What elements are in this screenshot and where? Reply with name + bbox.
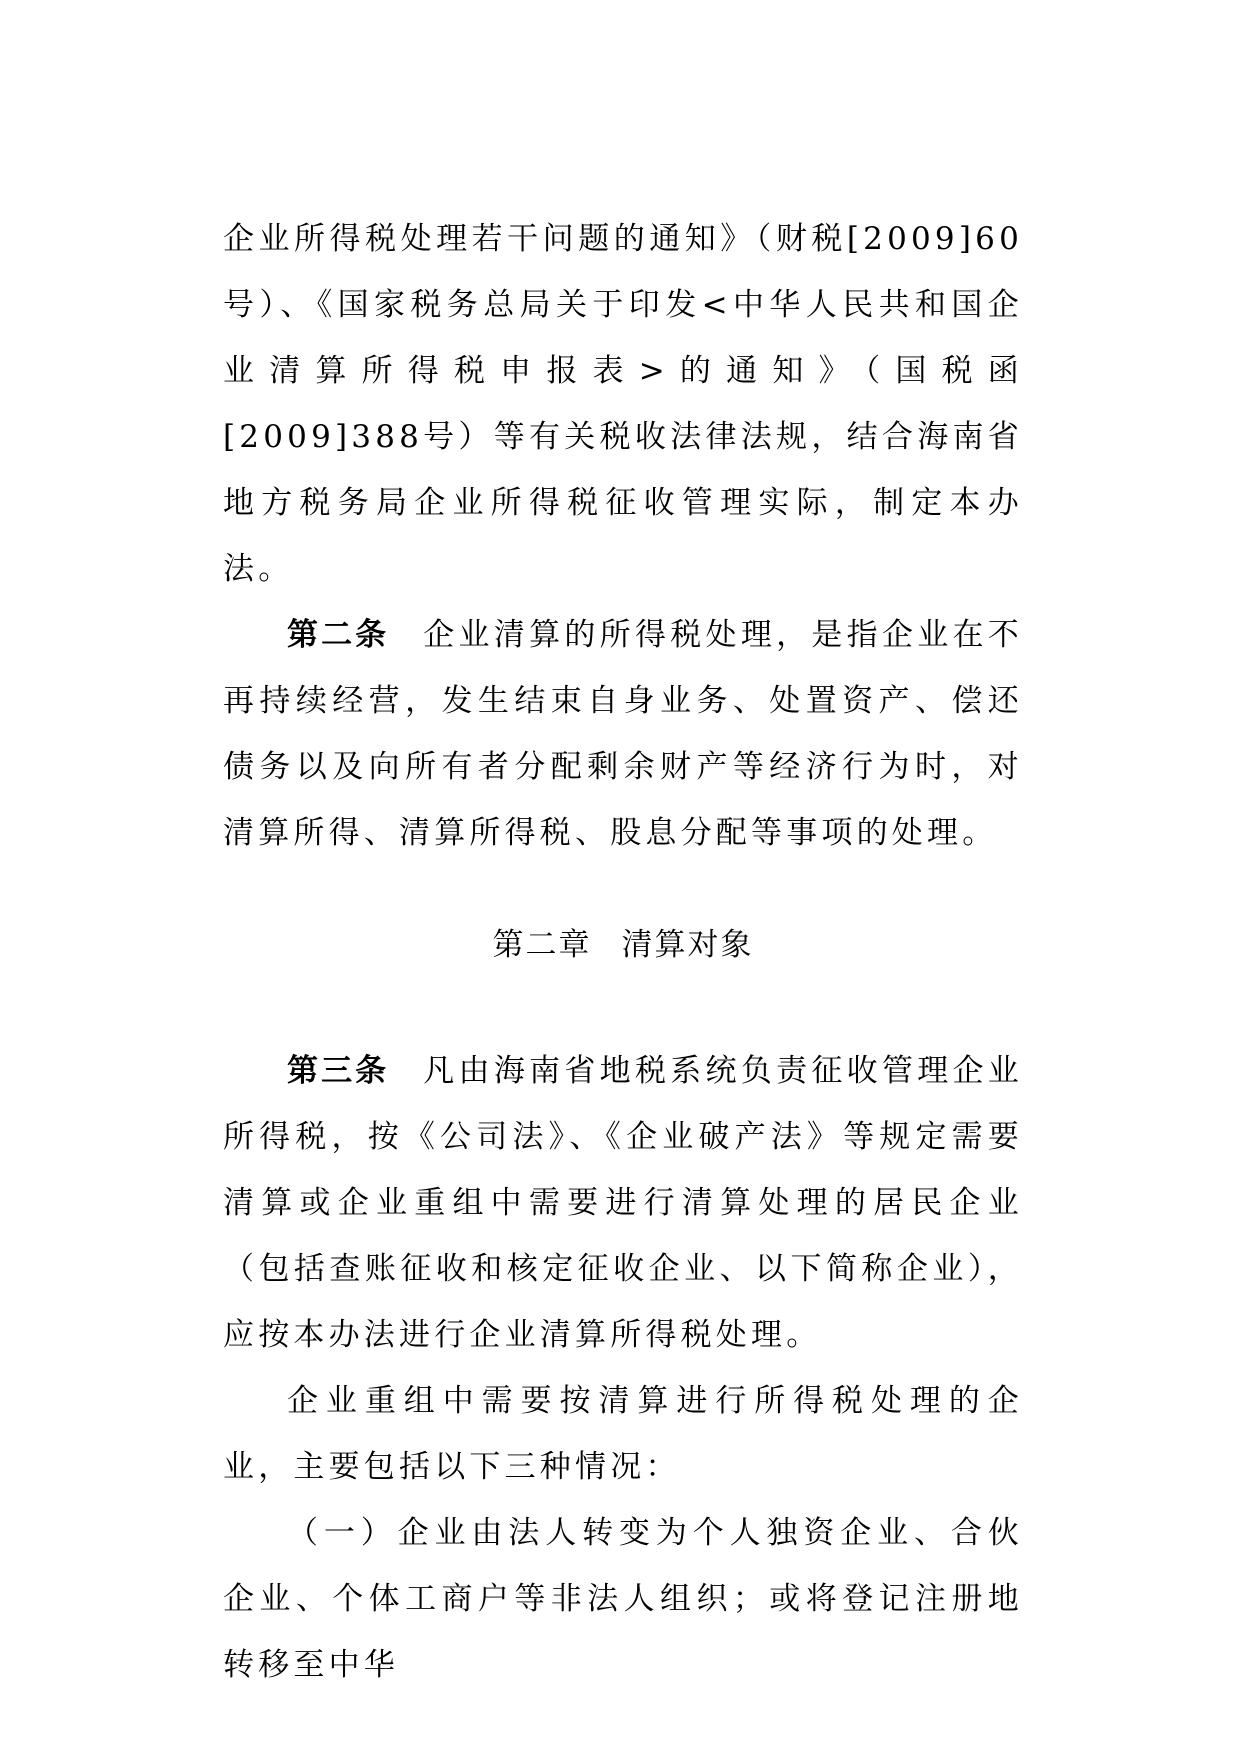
article-2-text: 企业清算的所得税处理，是指企业在不再持续经营，发生结束自身业务、处置资产、偿还债务以及向所有者分配剩余财产等经济行为时，对清算所得、清算所得税、股息分配等事项的处理。 [223, 617, 1024, 851]
article-2-label: 第二条 [287, 617, 390, 653]
item-1-paragraph: （一）企业由法人转变为个人独资企业、合伙企业、个体工商户等非法人组织；或将登记注册地转移至中华 [223, 1515, 1023, 1683]
reorg-paragraph: 企业重组中需要按清算进行所得税处理的企业，主要包括以下三种情况： [223, 1383, 1023, 1485]
intro-paragraph: 企业所得税处理若干问题的通知》（财税[2009]60号）、《国家税务总局关于印发<中华人民共和国企业清算所得税申报表>的通知》（国税函[2009]388号）等有关税收法律法规，结合海南省地方税务局企业所得税征收管理实际，制定本办法。 [223, 221, 1023, 587]
chapter-heading [223, 912, 1023, 978]
article-2-paragraph [223, 602, 1023, 866]
article-3-text: 凡由海南省地税系统负责征收管理企业所得税，按《公司法》、《企业破产法》等规定需要清算或企业重组中需要进行清算处理的居民企业（包括查账征收和核定征收企业、以下简称企业），应按本办法进行企业清算所得税处理。 [223, 1053, 1024, 1353]
chapter-number: 第二章 [492, 927, 592, 963]
document-body [223, 206, 1023, 1698]
article-3-paragraph [223, 1038, 1023, 1368]
chapter-title: 清算对象 [621, 927, 754, 963]
article-3-label: 第三条 [287, 1053, 390, 1089]
